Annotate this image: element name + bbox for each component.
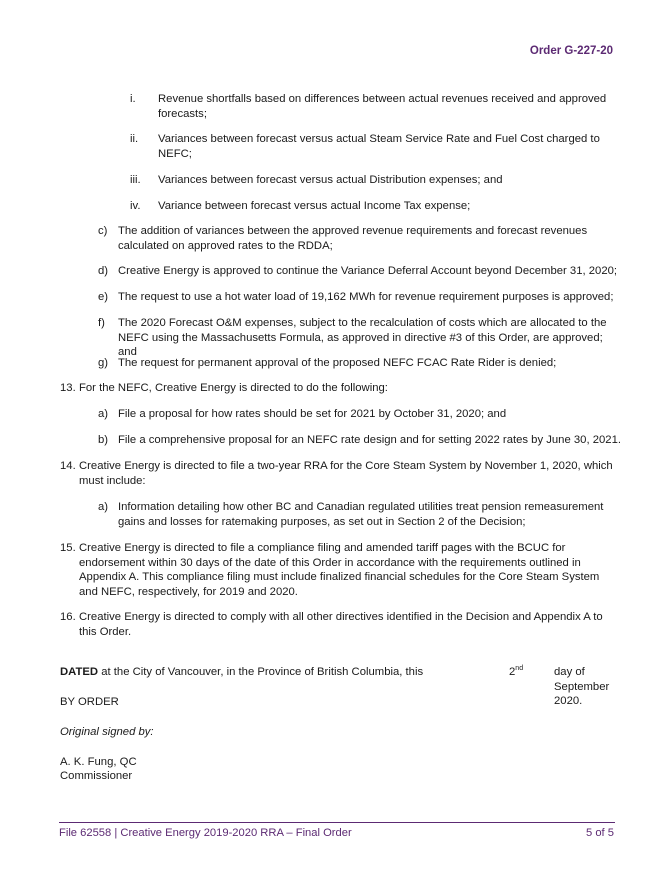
dated-day [509,665,523,680]
dated-body: at the City of Vancouver, in the Province of British Columbia, this [98,666,424,678]
list-item-text: The request for permanent approval of the proposed NEFC FCAC Rate Rider is denied; [118,357,557,369]
dated-label: DATED [60,666,99,678]
list-marker: a) [98,408,109,420]
list-item-text: For the NEFC, Creative Energy is directed to do the following: [79,382,388,394]
list-item-text: Creative Energy is directed to comply with all other directives identified in the Decision and Appendix A to this Order. [79,611,603,638]
list-item-text: Information detailing how other BC and Canadian regulated utilities treat pension remeasurement gains and losses for ratemaking purposes, as set out in Section 2 of the Decision; [118,501,604,528]
list-item-text: The request to use a hot water load of 19,162 MWh for revenue requirement purposes is approved; [118,291,614,303]
signatory-title: Commissioner [60,770,133,782]
signatory-name: A. K. Fung, QC [60,756,137,768]
list-item-text: Variances between forecast versus actual Distribution expenses; and [158,174,503,186]
dated-day-number: 2 [509,666,516,678]
dated-text [60,665,423,680]
list-marker: c) [98,225,108,237]
list-item-text: The 2020 Forecast O&M expenses, subject to the recalculation of costs which are allocated to the NEFC using the Massachusetts Formula, as approved in directive #3 of this Order, are approved; and [118,317,607,359]
list-item-text: File a comprehensive proposal for an NEFC rate design and for setting 2022 rates by June 30, 2021. [118,434,622,446]
dated-day-suffix: nd [515,665,524,672]
by-order: BY ORDER [60,696,119,708]
list-item-text: Creative Energy is directed to file a two-year RRA for the Core Steam System by November 1, 2020, which must include: [79,460,613,487]
list-marker: i. [130,93,136,105]
order-number: Order G-227-20 [529,45,613,57]
list-marker: ii. [130,133,139,145]
list-item-text: Variance between forecast versus actual Income Tax expense; [158,200,471,212]
dated-month-year: day of September 2020. [554,666,610,708]
footer-divider [59,822,615,823]
list-marker: g) [98,357,109,369]
list-item-text: Variances between forecast versus actual Steam Service Rate and Fuel Cost charged to NEFC; [158,133,600,160]
list-marker: d) [98,265,109,277]
list-marker: a) [98,501,109,513]
original-signed: Original signed by: [60,726,154,738]
list-marker: 14. [60,460,76,472]
list-item-text: File a proposal for how rates should be set for 2021 by October 31, 2020; and [118,408,507,420]
list-item-text: The addition of variances between the approved revenue requirements and forecast revenues calculated on approved rates to the RDDA; [118,225,588,252]
footer-file-reference: File 62558 | Creative Energy 2019-2020 RRA – Final Order [59,827,352,839]
list-marker: iii. [130,174,141,186]
page-number: 5 of 5 [586,827,614,839]
list-marker: 13. [60,382,76,394]
list-item-text: Creative Energy is approved to continue the Variance Deferral Account beyond December 31, 2020; [118,265,618,277]
list-marker: iv. [130,200,141,212]
list-item-text: Revenue shortfalls based on differences between actual revenues received and approved forecasts; [158,93,607,120]
list-marker: b) [98,434,109,446]
list-marker: 16. [60,611,76,623]
list-marker: 15. [60,542,76,554]
list-marker: e) [98,291,109,303]
list-marker: f) [98,317,105,329]
list-item-text: Creative Energy is directed to file a compliance filing and amended tariff pages with the BCUC for endorsement within 30 days of the date of this Order in accordance with the requirements outlined in Appendix A. This compliance filing must include finalized financial schedules for the Core Steam System and NEFC, respectively, for 2019 and 2020. [79,542,600,598]
